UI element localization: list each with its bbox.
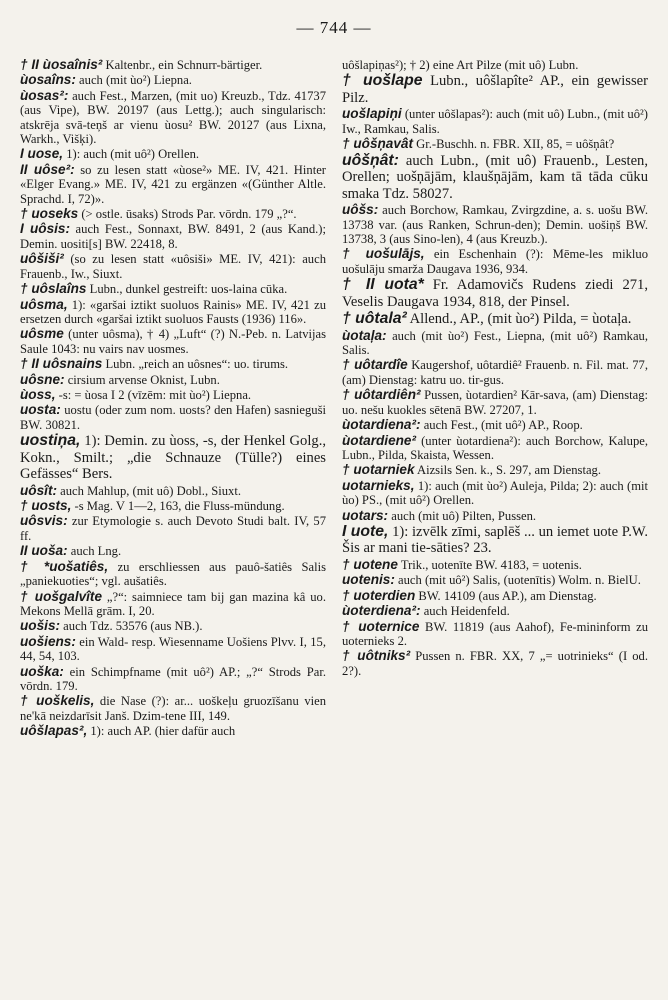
dictionary-entry: [342, 203, 648, 246]
entry-headword: † uôtala²: [342, 310, 407, 328]
entry-headword: I uôsis:: [20, 221, 70, 237]
dictionary-entry: [342, 463, 648, 477]
entry-headword: † uotene: [342, 556, 398, 572]
dictionary-entry: [20, 560, 326, 589]
entry-headword: uotars:: [342, 507, 389, 523]
entry-definition: auch Mahlup, (mit uô) Dobl., Siuxt.: [57, 483, 241, 498]
entry-headword: ùosas²:: [20, 87, 69, 103]
dictionary-entry: [20, 514, 326, 543]
entry-headword: uôšņât:: [342, 151, 399, 169]
entry-definition: 1): Demin. zu ùoss, -s, der Henkel Golg., Kokn., Smilt.; „die Schnauze (Tülle?) eines Gefässes“ Bers.: [20, 433, 326, 483]
dictionary-entry: [20, 403, 326, 432]
entry-definition: Lubn. „reich an uôsnes“: uo. tirums.: [102, 357, 289, 372]
entry-headword: uotarnieks,: [342, 477, 415, 493]
entry-definition: auch Lubn., (mit uô) Frauenb., Lesten, Orellen; uošņājām, klaušņājām, kam tā tāda cūku smaka Tdz. 58027.: [342, 152, 648, 202]
entry-headword: uotenis:: [342, 572, 395, 588]
entry-definition: (unter ùotardiena²): auch Borchow, Kalupe, Lubn., Pilda, Skaista, Wessen.: [342, 433, 648, 462]
entry-definition: so zu lesen statt «ùose²» ME. IV, 421. Hinter «Elger Evang.» ME. IV, 421 zu ergänzen «(Günther Altle. Sprachd. I, 72)».: [20, 162, 326, 206]
entry-headword: uošis:: [20, 618, 61, 634]
entry-definition: 1): auch (mit uô²) Orellen.: [63, 147, 200, 162]
entry-headword: † uotarniek: [342, 462, 415, 478]
dictionary-entry: [342, 73, 648, 106]
dictionary-entry: [342, 388, 648, 417]
dictionary-entry: [20, 499, 326, 513]
dictionary-entry: [20, 388, 326, 402]
dictionary-entry: [20, 298, 326, 327]
dictionary-entry: [20, 433, 326, 483]
entry-headword: † uosts,: [20, 498, 72, 514]
entry-headword: I uote,: [342, 522, 389, 540]
entry-definition: 1): izvēlk zīmi, saplēš ... un iemet uote P.W. Šis ar mani tie-sāties? 23.: [342, 523, 648, 557]
entry-definition: BW. 11819 (aus Aahof), Fe-mininform zu uoternieks 2.: [342, 619, 648, 648]
entry-definition: Lubn., dunkel gestreift: uos-laina cūka.: [86, 282, 288, 297]
dictionary-entry: [342, 604, 648, 618]
dictionary-entry: [20, 327, 326, 356]
dictionary-entry: [20, 163, 326, 206]
entry-headword: † uôtardiên²: [342, 387, 421, 403]
entry-definition: Trik., uotenīte BW. 4183, = uotenis.: [397, 557, 582, 572]
dictionary-entry: [342, 107, 648, 136]
dictionary-entry: [342, 247, 648, 276]
dictionary-entry: [20, 484, 326, 498]
entry-headword: † II ùosaînis²: [20, 57, 103, 72]
dictionary-entry: [20, 694, 326, 723]
entry-headword: † uošgalvîte: [20, 588, 103, 604]
entry-headword: uošiens:: [20, 633, 76, 649]
entry-headword: uôsne:: [20, 371, 65, 387]
left-column: [20, 58, 326, 740]
entry-definition: ein Schimpfname (mit uô²) AP.; „?“ Strods Par. vōrdn. 179.: [20, 664, 326, 693]
dictionary-entry: [342, 418, 648, 432]
entry-definition: Gr.-Buschh. n. FBR. XII, 85, = uôšņât?: [413, 137, 615, 152]
dictionary-entry: [20, 635, 326, 664]
entry-definition: (so zu lesen statt «uôsiši» ME. IV, 421): auch Frauenb., Iw., Siuxt.: [20, 252, 326, 281]
entry-definition: „?“: saimniece tam bij gan mazina kâ uo. Mekons Mellā grām. I, 20.: [20, 589, 326, 618]
entry-definition: uôšlapiņas²); † 2) eine Art Pilze (mit uô) Lubn.: [342, 58, 579, 72]
dictionary-entry: [20, 222, 326, 251]
entry-definition: cirsium arvense Oknist, Lubn.: [64, 372, 220, 387]
entry-headword: † uôtardîe: [342, 357, 408, 373]
entry-definition: ein Wald- resp. Wiesenname Uošiens Plvv. I, 15, 44, 54, 103.: [20, 634, 326, 664]
entry-headword: uôšs:: [342, 202, 379, 218]
entry-definition: (> ostle. ūsaks) Strods Par. vōrdn. 179 „?“.: [78, 207, 297, 222]
entry-headword: ùotardiene²: [342, 432, 417, 448]
dictionary-entry: [342, 58, 648, 72]
entry-definition: 1): auch (mit ùo²) Auleja, Pilda; 2): auch (mit ùo) PS., (mit uô²) Orellen.: [342, 478, 648, 508]
dictionary-entry: [342, 589, 648, 603]
dictionary-entry: [20, 207, 326, 221]
entry-headword: † uošulājs,: [342, 246, 425, 262]
entry-headword: I uose,: [20, 146, 64, 162]
entry-definition: ein Eschenhain (?): Mēme-les mikluo uošulāju smarža Daugava 1936, 934.: [342, 247, 648, 276]
entry-definition: die Nase (?): ar... uoškeļu gruozīšanu vien ne'kā neizdarīsit Janš. Dzim-tene III, 149.: [20, 694, 327, 723]
dictionary-entry: [342, 558, 648, 572]
dictionary-entry: [342, 137, 648, 151]
entry-headword: II uoša:: [20, 543, 68, 559]
entry-headword: † uošlape: [342, 72, 423, 90]
entry-headword: † *uošatiês,: [20, 558, 109, 574]
dictionary-entry: [20, 373, 326, 387]
entry-headword: ùotardiena²:: [342, 417, 421, 433]
entry-headword: † II uôsnains: [20, 356, 103, 372]
dictionary-entry: [20, 544, 326, 558]
entry-headword: uošlapiņi: [342, 106, 402, 122]
dictionary-entry: [342, 277, 648, 310]
dictionary-entry: [342, 509, 648, 523]
entry-headword: ùosaîns:: [20, 72, 76, 88]
dictionary-entry: [342, 649, 648, 678]
dictionary-entry: [20, 619, 326, 633]
entry-definition: Lubn., uôšlapîte² AP., ein gewisser Pilz.: [342, 73, 648, 106]
dictionary-entry: [20, 724, 326, 738]
entry-definition: auch Tdz. 53576 (aus NB.).: [60, 619, 203, 634]
dictionary-entry: [20, 58, 326, 72]
entry-headword: † uoterdien: [342, 587, 416, 603]
dictionary-entry: [20, 357, 326, 371]
dictionary-entry: [342, 479, 648, 508]
dictionary-entry: [342, 620, 648, 649]
dictionary-entry: [20, 252, 326, 281]
entry-headword: uôšiši²: [20, 251, 64, 267]
entry-headword: † uoternice: [342, 618, 420, 634]
entry-definition: auch (mit uô²) Salis, (uotenītis) Wolm. n. BielU.: [394, 573, 641, 588]
entry-definition: Kaltenbr., ein Schnurr-bärtiger.: [102, 58, 263, 72]
entry-headword: uôšlapas²,: [20, 723, 88, 739]
entry-headword: † uôtniks²: [342, 648, 411, 664]
entry-headword: ùoterdiena²:: [342, 603, 421, 619]
entry-definition: auch Borchow, Ramkau, Zvirgzdine, a. s. uošu BW. 13738 var. (aus Ranken, Schrun-den); Demin. uošiņš BW. 13738, 3 (aus Sino-len), 4 (aus Kreuzb.).: [342, 203, 648, 246]
entry-headword: uôsme: [20, 326, 64, 342]
dictionary-entry: [20, 665, 326, 694]
entry-definition: Aizsils Sen. k., S. 297, am Dienstag.: [414, 463, 601, 478]
entry-definition: auch Fest., Sonnaxt, BW. 8491, 2 (aus Kand.); Demin. uositi[s] BW. 22418, 8.: [20, 222, 326, 251]
entry-definition: Allend., AP., (mit ùo²) Pilda, = ùotaļa.: [406, 311, 632, 328]
entry-definition: auch (mit ùo²) Fest., Liepna, (mit uô²) Ramkau, Salis.: [342, 328, 648, 358]
entry-definition: zur Etymologie s. auch Devoto Studi balt. IV, 57 ff.: [20, 514, 326, 543]
entry-headword: uosta:: [20, 402, 61, 418]
entry-definition: Fr. Adamovičs Rudens ziedi 271, Veselis Daugava 1934, 818, der Pinsel.: [342, 277, 648, 310]
entry-definition: 1): auch AP. (hier dafür auch: [87, 724, 236, 739]
entry-definition: auch Lng.: [67, 544, 122, 559]
entry-definition: (unter uôsma), † 4) „Luft“ (?) N.-Peb. n. Latvijas Saule 1043: nu vairs nav uosmes.: [20, 327, 326, 356]
entry-headword: uostiņa,: [20, 432, 81, 450]
entry-headword: uôsma,: [20, 296, 68, 312]
dictionary-entry: [342, 311, 648, 328]
right-column: [342, 58, 648, 679]
entry-definition: Pussen n. FBR. XX, 7 „= uotrinieks“ (I od. 2?).: [342, 649, 648, 678]
entry-headword: † II uota*: [342, 276, 424, 294]
entry-definition: -s: = ùosa I 2 (vīzēm: mit ùo²) Liepna.: [55, 387, 252, 402]
dictionary-entry: [342, 573, 648, 587]
entry-headword: II uôse²:: [20, 161, 75, 177]
entry-headword: † uoseks: [20, 206, 79, 222]
dictionary-entry: [342, 329, 648, 358]
dictionary-entry: [342, 153, 648, 203]
dictionary-entry: [20, 590, 326, 619]
entry-definition: BW. 14109 (aus AP.), am Dienstag.: [415, 588, 597, 603]
entry-headword: uôsît:: [20, 482, 57, 498]
entry-headword: uoška:: [20, 663, 64, 679]
dictionary-entry: [342, 524, 648, 557]
entry-definition: auch (mit ùo²) Liepna.: [75, 73, 192, 88]
entry-definition: auch Fest., Marzen, (mit uo) Kreuzb., Tdz. 41737 (aus Vipe), BW. 20197 (aus Lettg.); auch singularisch: atskrēja svā-teņš ar vienu ùosu² BW. 20127 (aus Lixna, Warkh., Višķi).: [20, 88, 326, 147]
entry-definition: uostu (oder zum nom. uosts? den Hafen) sasnieguši BW. 30821.: [20, 403, 326, 432]
dictionary-entry: [20, 282, 326, 296]
dictionary-entry: [342, 434, 648, 463]
entry-definition: (unter uôšlapas²): auch (mit uô) Lubn., (mit uô²) Iw., Ramkau, Salis.: [342, 107, 648, 136]
entry-definition: zu erschliessen aus pauô-šatiês Salis „paniekuoties“; vgl. aušatiês.: [20, 559, 326, 589]
entry-headword: † uôslaîns: [20, 281, 87, 297]
entry-headword: † uôšņavât: [342, 136, 414, 152]
entry-definition: auch (mit uô) Pilten, Pussen.: [388, 508, 537, 523]
entry-headword: ùoss,: [20, 386, 56, 402]
entry-definition: auch Heidenfeld.: [420, 604, 510, 619]
entry-definition: Kaugershof, uôtardiê² Frauenb. n. Fil. mat. 77, (am) Dienstag: katru uo. tir-gus.: [342, 358, 649, 387]
dictionary-entry: [20, 89, 326, 147]
dictionary-entry: [20, 73, 326, 87]
entry-definition: Pussen, ùotardien² Kār-sava, (am) Dienstag: uo. nešu kuokles sētenā BW. 27207, 1.: [342, 388, 648, 417]
entry-headword: uôsvis:: [20, 513, 68, 529]
entry-headword: † uoškelis,: [20, 693, 95, 709]
page-number: — 744 —: [296, 18, 372, 37]
entry-headword: ùotaļa:: [342, 327, 387, 343]
dictionary-entry: [342, 358, 648, 387]
dictionary-entry: [20, 147, 326, 161]
entry-definition: auch Fest., (mit uô²) AP., Roop.: [420, 418, 583, 433]
entry-definition: -s Mag. V 1—2, 163, die Fluss-mündung.: [71, 499, 285, 514]
entry-definition: 1): «garšai iztikt suoluos Rainis» ME. IV, 421 zu ersetzen durch «garšai iztikt suoluos Fausts (1936) 116».: [20, 297, 326, 326]
